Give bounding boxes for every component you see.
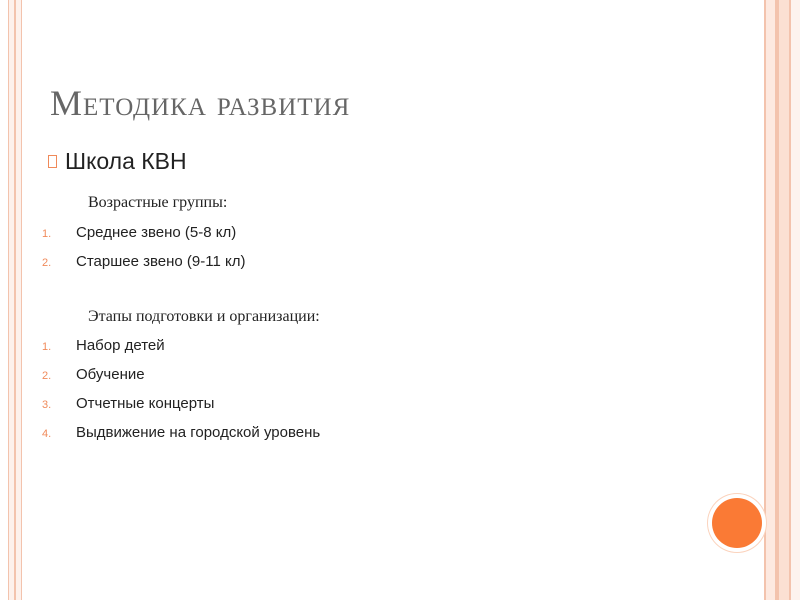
list-item: [42, 337, 165, 354]
list-number: 4.: [42, 428, 52, 440]
list-number: 2.: [42, 370, 52, 382]
list-item: [42, 253, 245, 270]
border-stripe: [779, 0, 789, 600]
list-number: 2.: [42, 257, 52, 269]
age-groups-heading: Возрастные группы:: [88, 194, 228, 211]
left-border-decoration: [8, 0, 22, 600]
orange-circle-decoration: [712, 498, 762, 548]
right-border-decoration: [764, 0, 800, 600]
bullet-icon: [48, 155, 57, 168]
list-item: [42, 224, 236, 241]
stages-heading: Этапы подготовки и организации:: [88, 308, 320, 325]
list-item-text: Обучение: [76, 366, 145, 383]
list-item-text: Среднее звено (5-8 кл): [76, 224, 237, 241]
list-item-text: Старшее звено (9-11 кл): [76, 253, 246, 270]
list-item-text: Отчетные концерты: [76, 395, 215, 412]
main-bullet-text: Школа КВН: [65, 148, 187, 174]
list-item-text: Набор детей: [76, 337, 165, 354]
border-stripe: [791, 0, 800, 600]
border-stripe: [766, 0, 775, 600]
list-number: 1.: [42, 228, 52, 240]
list-number: 1.: [42, 341, 52, 353]
list-item-text: Выдвижение на городской уровень: [76, 424, 321, 441]
list-item: [42, 424, 320, 441]
list-number: 3.: [42, 399, 52, 411]
list-item: [42, 366, 145, 383]
list-item: [42, 395, 214, 412]
main-bullet: [48, 148, 187, 175]
slide-title: Методика развития: [50, 83, 351, 123]
